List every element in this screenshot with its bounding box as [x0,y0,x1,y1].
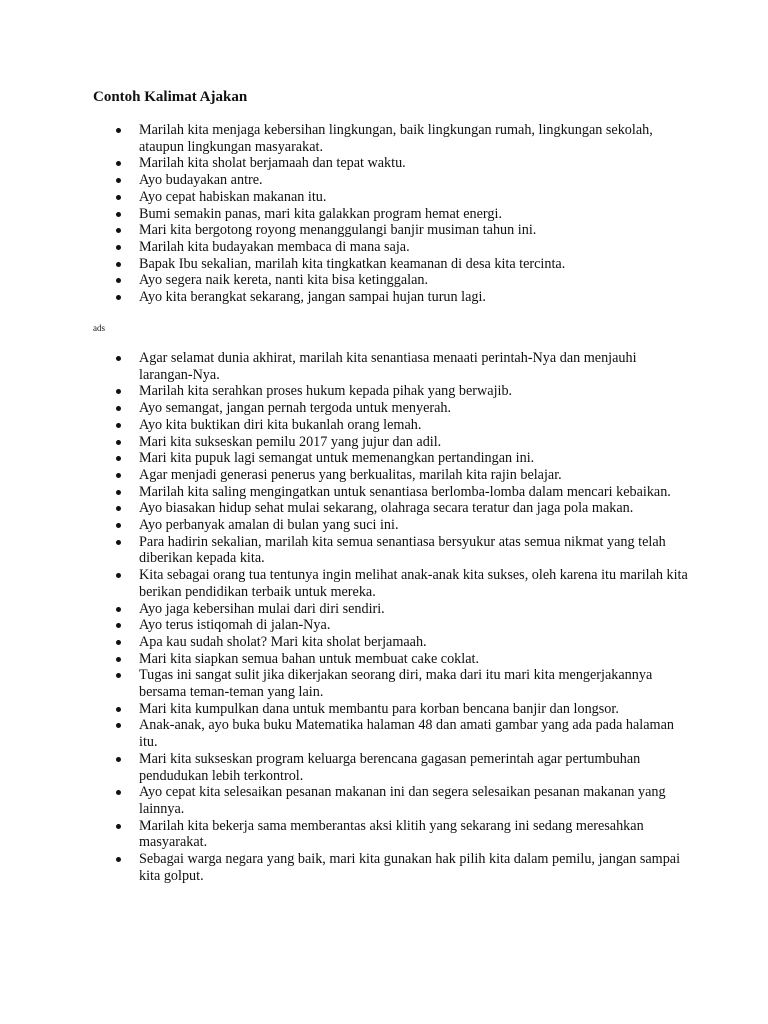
list-item [0,400,768,417]
list-item-text: Marilah kita sholat berjamaah dan tepat waktu. [139,155,406,172]
bullet-icon [116,278,121,283]
list-item-text: Marilah kita serahkan proses hukum kepada pihak yang berwajib. [139,383,513,400]
bullet-icon [116,195,121,200]
list-item-text: Ayo kita berangkat sekarang, jangan sampai hujan turun lagi. [139,289,486,306]
list-item-text: Ayo segera naik kereta, nanti kita bisa ketinggalan. [139,272,429,289]
invitation-list-1 [0,122,768,306]
document-title: Contoh Kalimat Ajakan [93,89,248,105]
list-item-text: Ayo kita buktikan diri kita bukanlah orang lemah. [139,416,422,433]
list-item [0,534,768,567]
list-item-text: Anak-anak, ayo buka buku Matematika halaman 48 dan amati gambar yang ada pada halaman itu. [139,717,674,751]
bullet-icon [116,607,121,612]
list-item [0,818,768,851]
list-item-text: Apa kau sudah sholat? Mari kita sholat berjamaah. [139,633,427,650]
list-item [0,206,768,223]
list-item [0,634,768,651]
bullet-icon [116,523,121,528]
list-item-text: Para hadirin sekalian, marilah kita semua senantiasa bersyukur atas semua nikmat yang telah diberikan kepada kita. [139,533,666,567]
list-item-text: Ayo biasakan hidup sehat mulai sekarang, olahraga secara teratur dan jaga pola makan. [139,500,634,517]
bullet-icon [116,178,121,183]
list-item-text: Mari kita siapkan semua bahan untuk membuat cake coklat. [139,650,479,667]
list-item [0,155,768,172]
list-item [0,517,768,534]
bullet-icon [116,406,121,411]
list-item-text: Ayo cepat kita selesaikan pesanan makanan ini dan segera selesaikan pesanan makanan yang lainnya. [139,784,666,817]
list-item-text: Kita sebagai orang tua tentunya ingin melihat anak-anak kita sukses, oleh karena itu marilah kita berikan pendidikan terbaik untuk mereka. [139,567,688,600]
bullet-icon [116,356,121,361]
list-item [0,467,768,484]
list-item-text: Ayo terus istiqomah di jalan-Nya. [139,617,331,634]
list-item [0,667,768,700]
ads-label: ads [93,323,105,333]
list-item [0,172,768,189]
list-item-text: Bapak Ibu sekalian, marilah kita tingkatkan keamanan di desa kita tercinta. [139,255,566,272]
bullet-icon [116,473,121,478]
bullet-icon [116,389,121,394]
bullet-icon [116,506,121,511]
list-item-text: Mari kita bergotong royong menanggulangi banjir musiman tahun ini. [139,222,537,239]
bullet-icon [116,228,121,233]
bullet-icon [116,245,121,250]
list-item [0,567,768,600]
list-item-text: Bumi semakin panas, mari kita galakkan program hemat energi. [139,205,502,222]
list-item [0,484,768,501]
list-item [0,651,768,668]
list-item [0,383,768,400]
list-item-text: Agar selamat dunia akhirat, marilah kita senantiasa menaati perintah-Nya dan menjauhi larangan-Nya. [139,350,637,383]
bullet-icon [116,212,121,217]
bullet-icon [116,673,121,678]
list-item-text: Mari kita sukseskan pemilu 2017 yang jujur dan adil. [139,433,442,450]
list-item [0,272,768,289]
bullet-icon [116,161,121,166]
bullet-icon [116,657,121,662]
list-item [0,289,768,306]
bullet-icon [116,623,121,628]
list-item [0,851,768,884]
bullet-icon [116,456,121,461]
bullet-icon [116,423,121,428]
list-item [0,717,768,750]
list-item-text: Ayo cepat habiskan makanan itu. [139,188,327,205]
bullet-icon [116,128,121,133]
list-item [0,189,768,206]
list-item-text: Marilah kita bekerja sama memberantas aksi klitih yang sekarang ini sedang meresahkan masyarakat. [139,817,644,851]
bullet-icon [116,790,121,795]
list-item-text: Marilah kita menjaga kebersihan lingkungan, baik lingkungan rumah, lingkungan sekolah, ataupun lingkungan masyarakat. [139,122,653,155]
bullet-icon [116,640,121,645]
list-item-text: Ayo jaga kebersihan mulai dari diri sendiri. [139,600,385,617]
list-item [0,350,768,383]
list-item [0,617,768,634]
list-item-text: Marilah kita budayakan membaca di mana saja. [139,238,410,255]
list-item-text: Ayo budayakan antre. [139,172,263,189]
invitation-list-2 [0,350,768,885]
list-item [0,434,768,451]
bullet-icon [116,262,121,267]
list-item-text: Sebagai warga negara yang baik, mari kita gunakan hak pilih kita dalam pemilu, jangan sampai kita golput. [139,851,681,884]
bullet-icon [116,540,121,545]
list-item [0,601,768,618]
list-item [0,417,768,434]
list-item [0,701,768,718]
list-item [0,222,768,239]
bullet-icon [116,573,121,578]
bullet-icon [116,757,121,762]
list-item-text: Mari kita pupuk lagi semangat untuk memenangkan pertandingan ini. [139,450,535,467]
list-item [0,784,768,817]
list-item [0,239,768,256]
list-item-text: Ayo semangat, jangan pernah tergoda untuk menyerah. [139,400,452,417]
bullet-icon [116,857,121,862]
list-item [0,450,768,467]
list-item-text: Tugas ini sangat sulit jika dikerjakan seorang diri, maka dari itu mari kita mengerjakannya bersama teman-teman yang lain. [139,667,653,701]
list-item [0,500,768,517]
bullet-icon [116,824,121,829]
list-item [0,122,768,155]
bullet-icon [116,440,121,445]
list-item-text: Ayo perbanyak amalan di bulan yang suci ini. [139,517,399,534]
bullet-icon [116,490,121,495]
list-item-text: Marilah kita saling mengingatkan untuk senantiasa berlomba-lomba dalam mencari kebaikan. [139,483,671,500]
bullet-icon [116,295,121,300]
list-item [0,751,768,784]
bullet-icon [116,723,121,728]
list-item [0,256,768,273]
list-item-text: Mari kita sukseskan program keluarga berencana gagasan pemerintah agar pertumbuhan pendudukan lebih terkontrol. [139,750,641,784]
list-item-text: Mari kita kumpulkan dana untuk membantu para korban bencana banjir dan longsor. [139,700,619,717]
bullet-icon [116,707,121,712]
list-item-text: Agar menjadi generasi penerus yang berkualitas, marilah kita rajin belajar. [139,466,562,483]
